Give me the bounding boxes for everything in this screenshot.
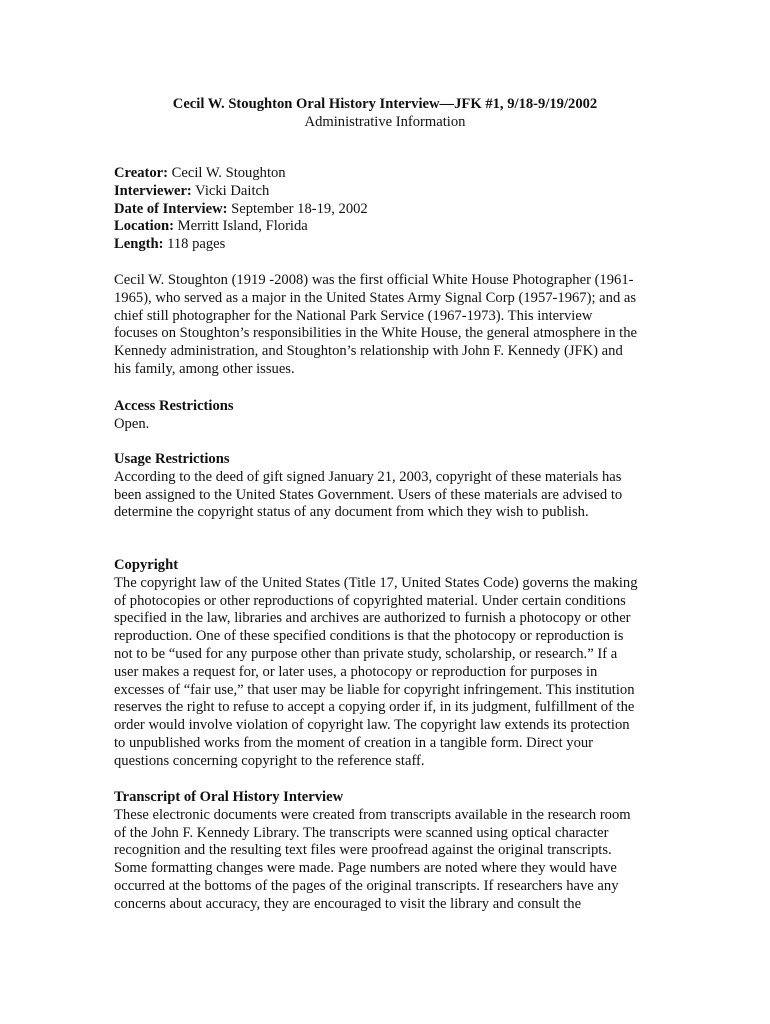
copyright-section (114, 557, 659, 771)
creator-value: Cecil W. Stoughton (168, 165, 286, 181)
interview-metadata (114, 165, 368, 254)
transcript-heading: Transcript of Oral History Interview (114, 789, 344, 805)
paragraph-line: reserves the right to refuse to accept a copying order if, in its judgment, fulfillment of the (114, 699, 635, 716)
paragraph-line: of the John F. Kennedy Library. The transcripts were scanned using optical character (114, 824, 609, 841)
paragraph-line: reproduction. One of these specified conditions is that the photocopy or reproduction is (114, 628, 624, 645)
creator-row (114, 165, 368, 183)
interviewer-value: Vicki Daitch (191, 182, 270, 199)
date-label: Date of Interview: (114, 200, 228, 217)
paragraph-line: been assigned to the United States Government. Users of these materials are advised to (114, 486, 623, 503)
copyright-heading: Copyright (114, 557, 179, 573)
location-row (114, 218, 368, 236)
paragraph-line: focuses on Stoughton’s responsibilities in the White House, the general atmosphere in the (114, 325, 637, 342)
biography-paragraph (114, 272, 659, 379)
paragraph-line: chief still photographer for the National Park Service (1967-1973). This interview (114, 307, 593, 324)
access-restrictions-heading: Access Restrictions (114, 398, 234, 414)
usage-restrictions-heading: Usage Restrictions (114, 451, 230, 467)
paragraph-line: Open. (114, 415, 150, 432)
date-row (114, 201, 368, 219)
paragraph-line: his family, among other issues. (114, 360, 295, 377)
paragraph-line: determine the copyright status of any document from which they wish to publish. (114, 504, 589, 521)
paragraph-line: not to be “used for any purpose other than private study, scholarship, or research.” If a (114, 645, 618, 662)
paragraph-line: Cecil W. Stoughton (1919 -2008) was the first official White House Photographer (1961- (114, 272, 634, 288)
creator-label: Creator: (114, 165, 169, 181)
paragraph-line: excesses of “fair use,” that user may be liable for copyright infringement. This institution (114, 681, 635, 698)
paragraph-line: These electronic documents were created from transcripts available in the research room (114, 806, 631, 823)
usage-restrictions-section (114, 451, 659, 522)
date-value: September 18-19, 2002 (227, 200, 368, 217)
access-restrictions-section (114, 398, 659, 434)
page-subtitle: Administrative Information (304, 114, 466, 130)
transcript-section (114, 789, 659, 914)
paragraph-line: recognition and the resulting text files were proofread against the original transcripts. (114, 842, 612, 859)
paragraph-line: Kennedy administration, and Stoughton’s relationship with John F. Kennedy (JFK) and (114, 343, 623, 360)
paragraph-line: user makes a request for, or later uses, a photocopy or reproduction for purposes in (114, 663, 598, 680)
location-label: Location: (114, 218, 174, 235)
interviewer-row (114, 183, 368, 201)
length-label: Length: (114, 236, 164, 253)
length-value: 118 pages (163, 236, 226, 253)
paragraph-line: occurred at the bottoms of the pages of the original transcripts. If researchers have any (114, 877, 619, 894)
length-row (114, 236, 368, 254)
paragraph-line: specified in the law, libraries and archives are authorized to furnish a photocopy or other (114, 610, 631, 627)
paragraph-line: questions concerning copyright to the reference staff. (114, 752, 425, 769)
paragraph-line: to unpublished works from the moment of creation in a tangible form. Direct your (114, 734, 594, 751)
paragraph-line: 1965), who served as a major in the United States Army Signal Corp (1957-1967); and as (114, 289, 637, 306)
interviewer-label: Interviewer: (114, 182, 192, 199)
paragraph-line: of photocopies or other reproductions of copyrighted material. Under certain conditions (114, 592, 626, 609)
paragraph-line: Some formatting changes were made. Page numbers are noted where they would have (114, 860, 617, 877)
paragraph-line: concerns about accuracy, they are encouraged to visit the library and consult the (114, 895, 582, 912)
paragraph-line: According to the deed of gift signed January 21, 2003, copyright of these materials has (114, 468, 622, 485)
paragraph-line: The copyright law of the United States (Title 17, United States Code) governs the making (114, 574, 638, 591)
paragraph-line: order would involve violation of copyright law. The copyright law extends its protection (114, 717, 630, 734)
location-value: Merritt Island, Florida (174, 218, 308, 235)
page-title: Cecil W. Stoughton Oral History Interview—JFK #1, 9/18-9/19/2002 (172, 96, 598, 112)
